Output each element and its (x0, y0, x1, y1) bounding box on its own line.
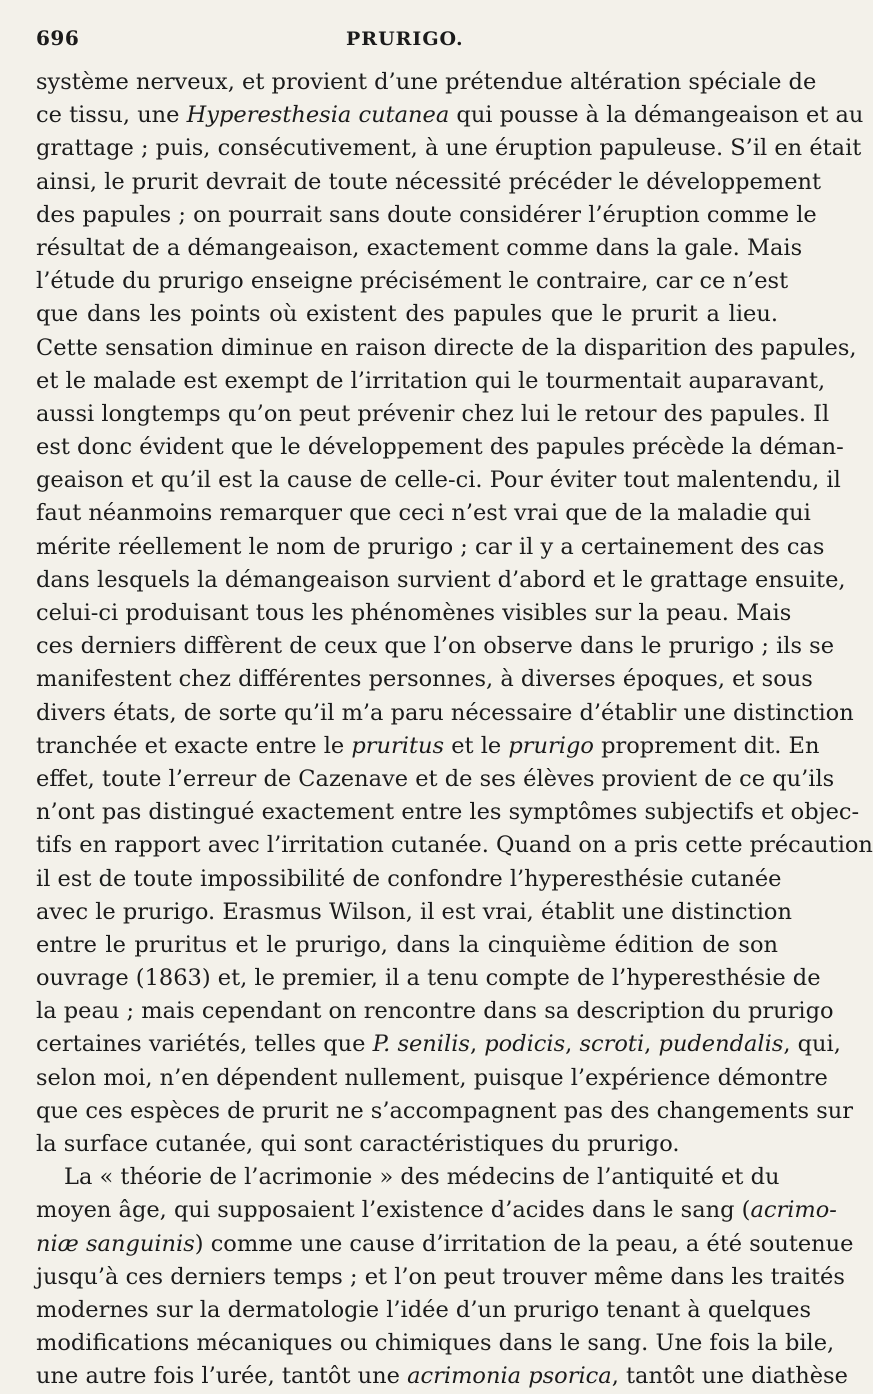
text-line: ce tissu, une Hyperesthesia cutanea qui pousse à la démangeaison et au (36, 102, 864, 129)
text-line: tranchée et exacte entre le pruritus et le prurigo proprement dit. En (36, 732, 820, 759)
page-header (36, 26, 778, 66)
text-line: ces derniers diffèrent de ceux que l’on observe dans le prurigo ; ils se (36, 633, 835, 660)
text-line: résultat de a démangeaison, exactement comme dans la gale. Mais (36, 234, 803, 261)
text-line: avec le prurigo. Erasmus Wilson, il est vrai, établit une distinction (36, 898, 792, 925)
body-text (36, 66, 873, 1394)
text-line: certaines variétés, telles que P. senilis, podicis, scroti, pudendalis, qui, (36, 1031, 841, 1058)
text-line: ainsi, le prurit devrait de toute nécessité précéder le développement (36, 168, 822, 195)
text-line: mérite réellement le nom de prurigo ; car il y a certainement des cas (36, 533, 825, 560)
text-line: que ces espèces de prurit ne s’accompagnent pas des changements sur (36, 1097, 854, 1124)
text-line: jusqu’à ces derniers temps ; et l’on peut trouver même dans les traités (36, 1263, 845, 1290)
text-line: La « théorie de l’acrimonie » des médecins de l’antiquité et du (64, 1164, 780, 1191)
text-line: n’ont pas distingué exactement entre les symptômes subjectifs et objec- (36, 799, 860, 826)
text-line: la surface cutanée, qui sont caractéristiques du prurigo. (36, 1131, 680, 1157)
text-line: celui-ci produisant tous les phénomènes visibles sur la peau. Mais (36, 600, 792, 626)
text-line: système nerveux, et provient d’une prétendue altération spéciale de (36, 69, 817, 95)
text-line: entre le pruritus et le prurigo, dans la cinquième édition de son (36, 931, 778, 958)
page-number: 696 (36, 26, 80, 50)
text-line: est donc évident que le développement des papules précède la déman- (36, 434, 844, 461)
text-line: modernes sur la dermatologie l’idée d’un prurigo tenant à quelques (36, 1296, 811, 1323)
text-line: faut néanmoins remarquer que ceci n’est vrai que de la maladie qui (36, 500, 811, 527)
text-line: que dans les points où existent des papules que le prurit a lieu. (36, 301, 778, 328)
text-line: tifs en rapport avec l’irritation cutanée. Quand on a pris cette précaution (36, 832, 873, 859)
text-line: manifestent chez différentes personnes, à diverses époques, et sous (36, 666, 813, 693)
text-line: ouvrage (1863) et, le premier, il a tenu compte de l’hyperesthésie de (36, 965, 821, 992)
text-line: il est de toute impossibilité de confondre l’hyperesthésie cutanée (36, 865, 782, 892)
text-line: effet, toute l’erreur de Cazenave et de ses élèves provient de ce qu’ils (36, 765, 835, 792)
text-line: la peau ; mais cependant on rencontre dans sa description du prurigo (36, 998, 834, 1025)
text-line: Cette sensation diminue en raison directe de la disparition des papules, (36, 334, 857, 361)
text-line: aussi longtemps qu’on peut prévenir chez lui le retour des papules. Il (36, 400, 830, 427)
text-line: des papules ; on pourrait sans doute considérer l’éruption comme le (36, 201, 817, 228)
text-line: moyen âge, qui supposaient l’existence d’acides dans le sang (acrimo- (36, 1197, 837, 1224)
text-line: niæ sanguinis) comme une cause d’irritation de la peau, a été soutenue (36, 1230, 854, 1257)
text-line: grattage ; puis, consécutivement, à une éruption papuleuse. S’il en était (36, 135, 862, 162)
text-line: l’étude du prurigo enseigne précisément le contraire, car ce n’est (36, 268, 789, 295)
text-line: dans lesquels la démangeaison survient d’abord et le grattage ensuite, (36, 566, 846, 593)
text-line: geaison et qu’il est la cause de celle-ci. Pour éviter tout malentendu, il (36, 467, 841, 494)
text-line: divers états, de sorte qu’il m’a paru nécessaire d’établir une distinction (36, 699, 854, 726)
running-title: PRURIGO. (346, 28, 464, 50)
text-line: selon moi, n’en dépendent nullement, puisque l’expérience démontre (36, 1064, 828, 1091)
text-line: modifications mécaniques ou chimiques dans le sang. Une fois la bile, (36, 1330, 835, 1357)
text-line: et le malade est exempt de l’irritation qui le tourmentait auparavant, (36, 367, 826, 394)
text-line: une autre fois l’urée, tantôt une acrimonia psorica, tantôt une diathèse (36, 1363, 848, 1390)
